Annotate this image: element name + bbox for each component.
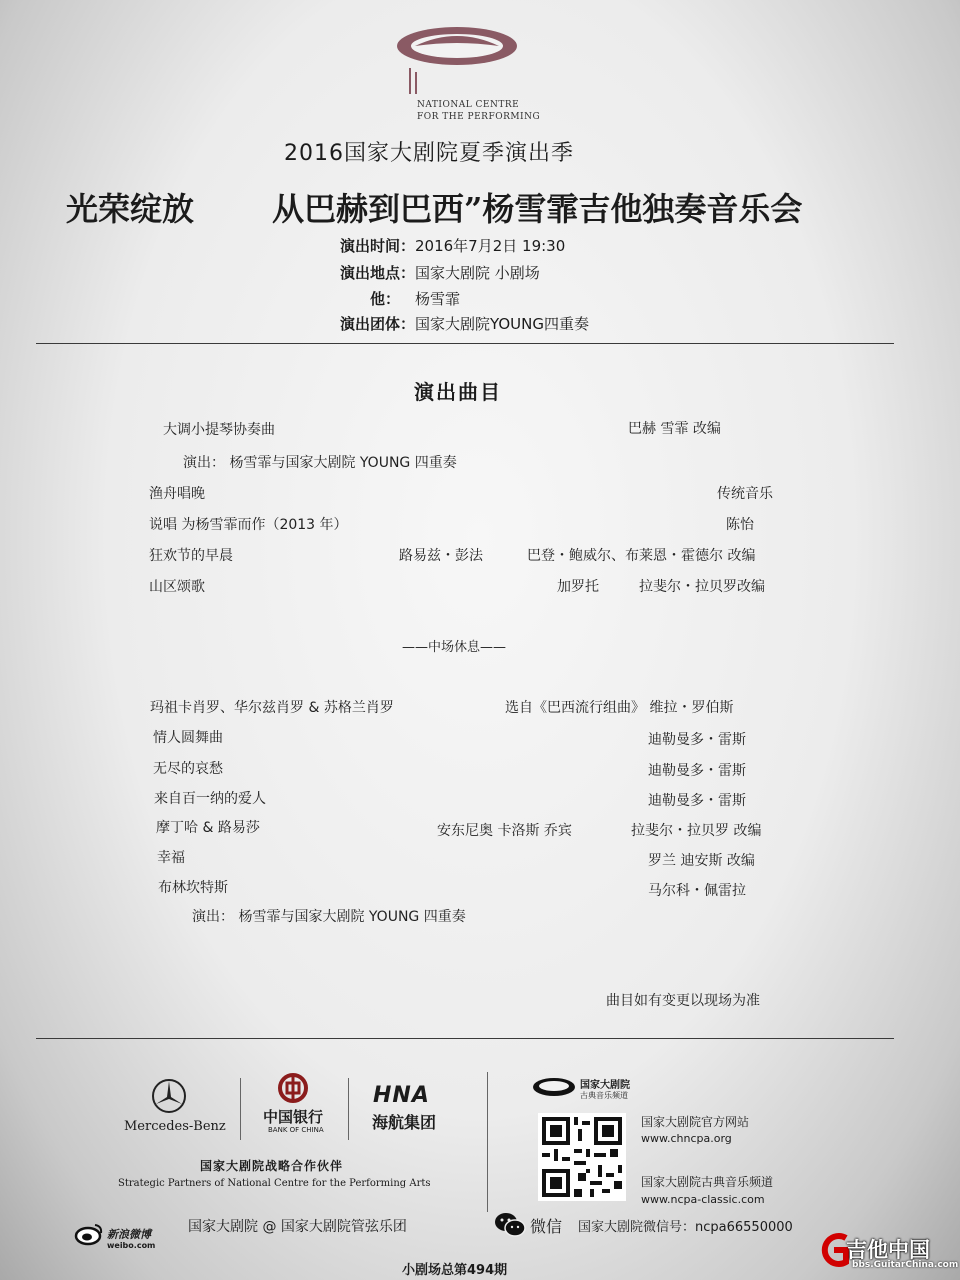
divider-top	[36, 343, 894, 344]
piece-composer-original: 路易兹・彭法	[399, 548, 483, 564]
sponsor-separator	[348, 1078, 349, 1140]
piece-composer: 罗兰 迪安斯 改编	[648, 853, 755, 869]
section-separator	[487, 1072, 488, 1212]
piece-title: 来自百一纳的爱人	[154, 791, 266, 807]
performers-line: 演出： 杨雪霏与国家大剧院 YOUNG 四重奏	[183, 455, 457, 471]
watermark-url: bbs.GuitarChina.com	[852, 1260, 959, 1270]
piece-composer: 巴登・鲍威尔、布莱恩・霍德尔 改编	[527, 548, 756, 564]
divider-bottom	[36, 1038, 894, 1039]
watermark-cn: 吉他中国	[846, 1238, 930, 1262]
piece-title: 山区颂歌	[149, 579, 205, 595]
piece-composer: 传统音乐	[717, 486, 773, 502]
program-heading: 演出曲目	[414, 380, 502, 404]
bank-of-china-en: BANK OF CHINA	[268, 1126, 324, 1134]
guitar-label: 他：	[370, 290, 401, 308]
piece-title: 无尽的哀愁	[153, 761, 223, 777]
piece-composer: 迪勒曼多・雷斯	[648, 793, 746, 809]
piece-composer: 马尔科・佩雷拉	[648, 883, 746, 899]
piece-composer: 选自《巴西流行组曲》 维拉・罗伯斯	[505, 700, 734, 716]
wechat-account: 国家大剧院微信号：ncpa66550000	[578, 1220, 793, 1235]
weibo-accounts: 国家大剧院 @ 国家大剧院管弦乐团	[188, 1219, 407, 1235]
piece-title: 情人圆舞曲	[153, 730, 223, 746]
ensemble-value: 国家大剧院YOUNG四重奏	[415, 315, 589, 333]
piece-title: 幸福	[157, 850, 185, 866]
venue-label: 演出地点：	[340, 264, 416, 282]
issue-number: 小剧场总第494期	[402, 1263, 508, 1278]
mercedes-benz-logo-icon	[151, 1078, 187, 1114]
bank-of-china-logo-icon	[278, 1073, 308, 1103]
piece-title: 玛祖卡肖罗、华尔兹肖罗 & 苏格兰肖罗	[150, 700, 394, 716]
ncpa-logo-icon	[395, 24, 520, 104]
mercedes-benz-label: Mercedes-Benz	[124, 1119, 226, 1134]
partners-en: Strategic Partners of National Centre for the Performing Arts	[118, 1178, 431, 1189]
guitar-value: 杨雪霏	[415, 290, 461, 308]
wechat-icon	[493, 1211, 527, 1239]
time-label: 演出时间：	[340, 237, 416, 255]
season-title: 2016国家大剧院夏季演出季	[284, 141, 574, 166]
hna-logo-text: HNA	[373, 1083, 430, 1108]
ensemble-label: 演出团体：	[340, 315, 416, 333]
sponsor-separator	[240, 1078, 241, 1140]
program-note: 曲目如有变更以现场为准	[606, 993, 760, 1009]
piece-composer: 迪勒曼多・雷斯	[648, 763, 746, 779]
piece-title: 布林坎特斯	[158, 880, 228, 896]
piece-composer-original: 安东尼奥 卡洛斯 乔宾	[437, 823, 572, 839]
site1-name: 国家大剧院官方网站	[641, 1115, 750, 1129]
qr-code-icon	[538, 1113, 626, 1201]
time-value: 2016年7月2日 19:30	[415, 237, 566, 255]
piece-composer-original: 加罗托	[557, 579, 599, 595]
piece-title: 说唱 为杨雪霏而作（2013 年）	[149, 517, 348, 533]
site2-name: 国家大剧院古典音乐频道	[641, 1175, 774, 1189]
piece-composer: 拉斐尔・拉贝罗改编	[639, 579, 765, 595]
ncpa-classic-subtitle: 古典音乐频道	[580, 1091, 628, 1100]
intermission: ——中场休息——	[402, 640, 507, 655]
weibo-icon	[74, 1222, 104, 1246]
piece-title: 摩丁哈 & 路易莎	[156, 820, 260, 836]
piece-composer: 迪勒曼多・雷斯	[648, 732, 746, 748]
weibo-en: weibo.com	[107, 1241, 156, 1250]
site2-url: www.ncpa-classic.com	[641, 1193, 765, 1206]
piece-title: 狂欢节的早晨	[149, 548, 233, 564]
piece-title: 渔舟唱晚	[149, 486, 205, 502]
concert-title: 从巴赫到巴西”杨雪霏吉他独奏音乐会	[272, 190, 803, 228]
logo-text-line-2: FOR THE PERFORMING	[417, 112, 541, 122]
hna-cn-label: 海航集团	[372, 1113, 437, 1132]
logo-text-line-1: NATIONAL CENTRE	[417, 100, 520, 110]
wechat-label: 微信	[530, 1217, 563, 1236]
performers-line: 演出： 杨雪霏与国家大剧院 YOUNG 四重奏	[192, 909, 466, 925]
piece-composer: 拉斐尔・拉贝罗 改编	[631, 823, 762, 839]
ncpa-classic-title: 国家大剧院	[580, 1080, 630, 1091]
piece-title: 大调小提琴协奏曲	[163, 422, 275, 438]
series-title: 光荣绽放	[66, 190, 195, 228]
ncpa-classic-logo-icon	[532, 1076, 576, 1098]
weibo-cn: 新浪微博	[107, 1228, 151, 1241]
piece-composer: 陈怡	[726, 517, 754, 533]
piece-composer: 巴赫 雪霏 改编	[628, 421, 721, 437]
bank-of-china-cn: 中国银行	[263, 1108, 324, 1126]
venue-value: 国家大剧院 小剧场	[415, 264, 540, 282]
partners-cn: 国家大剧院战略合作伙伴	[200, 1159, 344, 1173]
site1-url: www.chncpa.org	[641, 1132, 732, 1145]
